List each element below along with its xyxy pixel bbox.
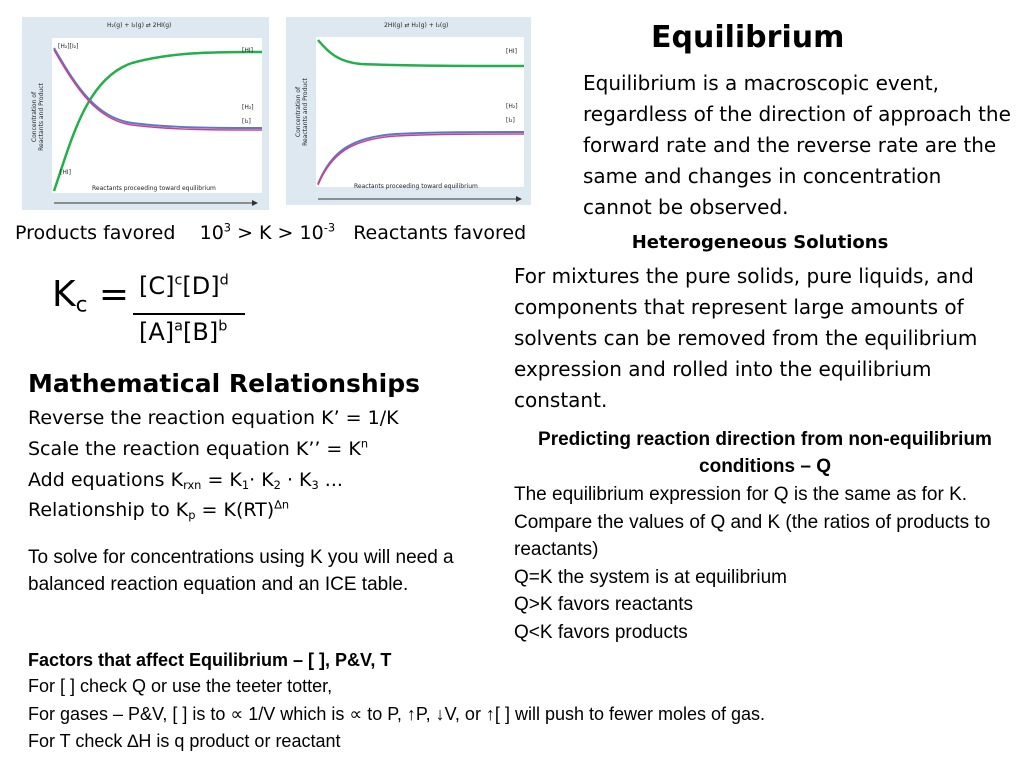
reactants-favored-label: Reactants favored <box>353 222 527 244</box>
i2-curve <box>318 134 524 185</box>
predicting-text: The equilibrium expression for Q is the same as for K. Compare the values of Q and K (the ratios of products to reactants) <box>514 484 991 560</box>
factors-concentration: For [ ] check Q or use the teeter totter, <box>28 676 333 696</box>
x-axis-label: Reactants proceeding toward equilibrium <box>354 183 478 190</box>
kc-numerator: $[C]^c[D]^d$ <box>139 272 229 300</box>
equilibrium-description: Equilibrium is a macroscopic event, regardless of the direction of approach the forward rate and the reverse rate are the same and changes in concentration cannot be observed. <box>583 71 1011 219</box>
label-h2: [H₂] <box>242 104 254 111</box>
kc-subscript: c <box>75 292 88 318</box>
math-line-reverse: Reverse the reaction equation K’ = 1/K <box>28 407 399 429</box>
hi-curve <box>54 52 262 191</box>
factors-gases: For gases – P&V, [ ] is to ∝ 1/V which is ∝ to P, ↑P, ↓V, or ↑[ ] will push to fewer moles of gas. <box>28 704 766 724</box>
x-axis-label: Reactants proceeding toward equilibrium <box>92 185 216 192</box>
fraction-bar <box>133 313 245 315</box>
h2-curve <box>318 132 524 184</box>
x-axis-arrow <box>316 195 526 203</box>
label-h2i2: [H₂][I₂] <box>58 43 79 50</box>
x-axis-arrow <box>52 199 262 207</box>
range-exp-1: 3 <box>223 220 232 235</box>
label-h2: [H₂] <box>506 103 518 110</box>
i2-curve <box>54 50 262 130</box>
hi-curve <box>318 40 524 66</box>
label-hi-bottom: [HI] <box>60 169 71 176</box>
equilibrium-graph-forward <box>22 17 269 210</box>
h2-curve <box>54 48 262 128</box>
page-title: Equilibrium <box>651 20 845 55</box>
predicting-greater: Q>K favors reactants <box>514 594 693 615</box>
predicting-less: Q<K favors products <box>514 621 688 643</box>
range-base-2: 10 <box>299 222 324 244</box>
math-line-kp: Relationship to $K_p = K(RT)^{\Delta n}$ <box>28 497 290 522</box>
curves <box>316 37 524 187</box>
graph-title: H₂(g) + I₂(g) ⇄ 2HI(g) <box>107 22 172 29</box>
plot-area <box>316 37 524 187</box>
curves <box>52 38 262 193</box>
kc-denominator: $[A]^a[B]^b$ <box>139 318 228 346</box>
math-line-add: Add equations $K_{rxn} = K_1\cdot K_2 \cdot K_3$ ... <box>28 469 343 492</box>
heterogeneous-heading: Heterogeneous Solutions <box>631 232 889 253</box>
k-range-caption <box>15 222 526 244</box>
range-exp-2: -3 <box>323 220 336 235</box>
label-i2: [I₂] <box>506 117 515 124</box>
products-favored-label: Products favored <box>15 222 176 244</box>
graph-title: 2HI(g) ⇄ H₂(g) + I₂(g) <box>384 22 449 29</box>
y-axis-label: Concentration of Reactants and Product <box>295 78 309 146</box>
math-heading: Mathematical Relationships <box>28 369 421 398</box>
equilibrium-graph-reverse <box>286 17 531 205</box>
label-hi: [HI] <box>506 48 517 55</box>
factors-heading: Factors that affect Equilibrium – [ ], P&V, T <box>28 650 392 670</box>
range-middle: > K > <box>231 222 300 244</box>
heterogeneous-description: For mixtures the pure solids, pure liquids, and components that represent large amounts of solvents can be removed from the equilibrium expression and rolled into the equilibrium constant. <box>514 264 978 412</box>
predicting-body <box>514 481 1014 646</box>
factors-temperature: For T check ∆H is q product or reactant <box>28 731 341 751</box>
predicting-heading: Predicting reaction direction from non-equilibrium conditions – Q <box>538 429 992 477</box>
predicting-equal: Q=K the system is at equilibrium <box>514 566 787 588</box>
range-base-1: 10 <box>199 222 224 244</box>
y-axis-label: Concentration of Reactants and Product <box>31 83 45 151</box>
ice-table-note: To solve for concentrations using K you will need a balanced reaction equation and an ICE table. <box>28 547 454 595</box>
math-line-scale: Scale the reaction equation K’’ = $K^n$ <box>28 436 369 460</box>
plot-area <box>52 38 262 193</box>
label-i2: [I₂] <box>242 118 251 125</box>
kc-symbol: $K_c$ = <box>52 274 130 318</box>
label-hi-right: [HI] <box>242 47 253 54</box>
